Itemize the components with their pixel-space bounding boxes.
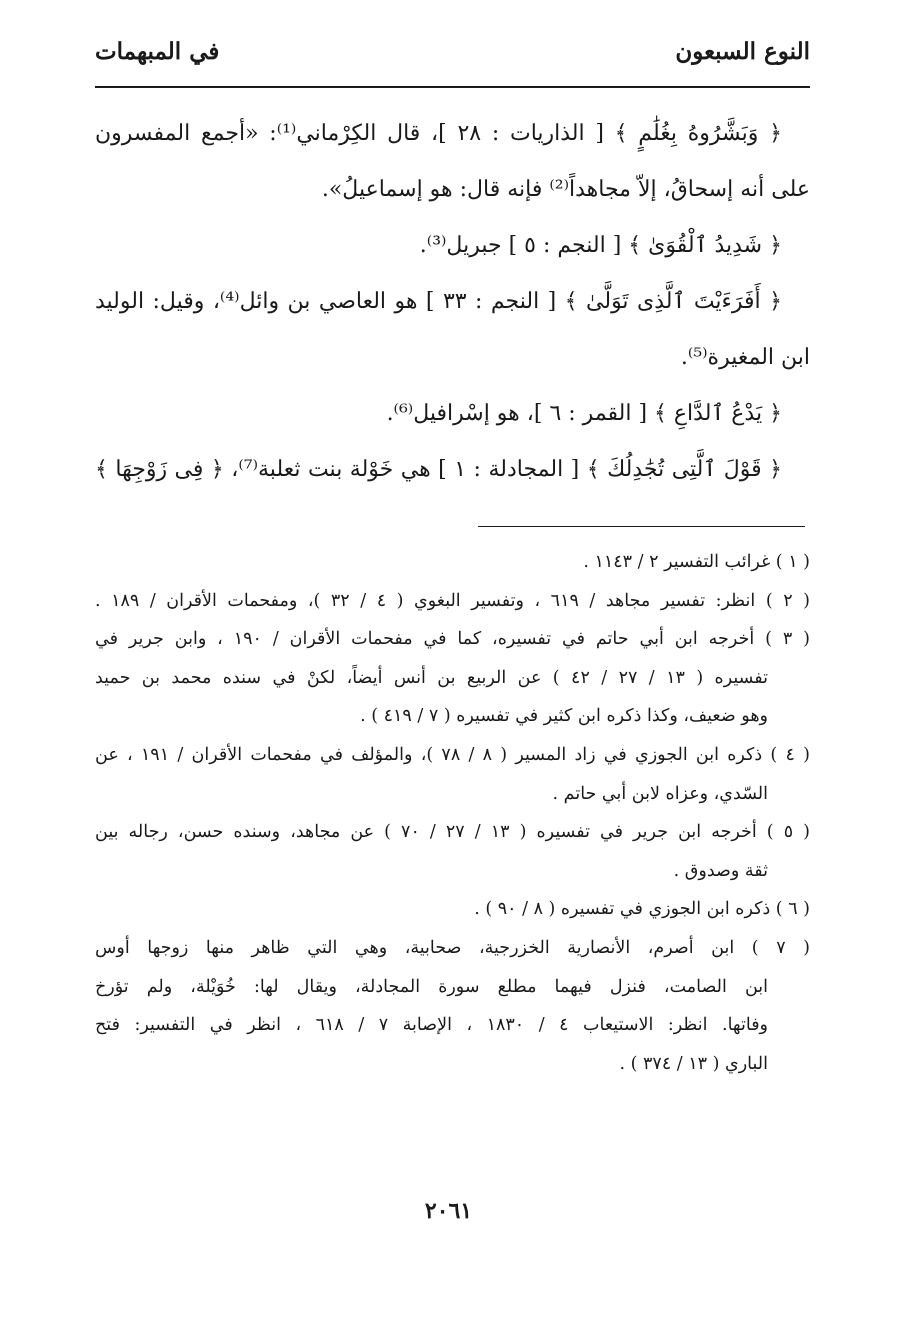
text-line: ﴿ شَدِيدُ ٱلْقُوَىٰ ﴾ [ النجم : ٥ ] جبريل⁽³⁾. xyxy=(419,233,782,258)
text-line: ﴿ أَفَرَءَيْتَ ٱلَّذِى تَوَلَّىٰ ﴾ [ النجم : ٣٣ ] هو العاصي بن وائل⁽⁴⁾، وقيل: الوليد xyxy=(95,289,782,314)
footnote-line: ( ٥ ) أخرجه ابن جرير في تفسيره ( ١٣ / ٢٧ / ٧٠ ) عن مجاهد، وسنده حسن، رجاله بين xyxy=(95,822,810,843)
text-line: ﴿ وَبَشَّرُوهُ بِغُلَٰمٍ ﴾ [ الذاريات : ٢٨ ]، قال الكِرْماني⁽¹⁾: «أجمع المفسرون xyxy=(95,121,782,146)
text-line: ﴿ قَوْلَ ٱلَّتِى تُجَٰدِلُكَ ﴾ [ المجادلة : ١ ] هي خَوْلة بنت ثعلبة⁽⁷⁾، ﴿ فِى زَوْجِهَا ﴾ xyxy=(95,457,782,482)
footnote-line: وهو ضعيف، وكذا ذكره ابن كثير في تفسيره ( ٧ / ٤١٩ ) . xyxy=(360,706,768,727)
footnote-line: ( ٢ ) انظر: تفسير مجاهد / ٦١٩ ، وتفسير البغوي ( ٤ / ٣٢ )، ومفحمات الأقران / ١٨٩ . xyxy=(95,590,810,611)
footnotes xyxy=(95,545,810,1085)
footnote-line: ( ٧ ) ابن أصرم، الأنصارية الخزرجية، صحابية، وهي التي ظاهر منها زوجها أوس xyxy=(95,937,810,958)
chapter-title: النوع السبعون xyxy=(675,38,810,65)
main-text xyxy=(95,112,810,504)
page-number: ٢٠٦١ xyxy=(424,1198,473,1224)
footnote-line: ابن الصامت، فنزل فيهما مطلع سورة المجادلة، ويقال لها: خُوَيْلة، ولم تؤرخ xyxy=(95,976,768,997)
footnote-separator xyxy=(478,526,805,527)
footnote-line: السّدي، وعزاه لابن أبي حاتم . xyxy=(552,783,768,804)
text-line: ابن المغيرة⁽⁵⁾. xyxy=(680,345,810,370)
footnote-line: وفاتها. انظر: الاستيعاب ٤ / ١٨٣٠ ، الإصابة ٧ / ٦١٨ ، انظر في التفسير: فتح xyxy=(95,1015,769,1036)
footnote-line: ( ٦ ) ذكره ابن الجوزي في تفسيره ( ٨ / ٩٠ ) . xyxy=(474,899,810,920)
section-title: في المبهمات xyxy=(95,38,220,65)
footnote-line: الباري ( ١٣ / ٣٧٤ ) . xyxy=(619,1053,768,1074)
text-line: ﴿ يَدْعُ ٱلدَّاعِ ﴾ [ القمر : ٦ ]، هو إسْرافيل⁽⁶⁾. xyxy=(386,401,782,426)
footnote-line: ثقة وصدوق . xyxy=(673,860,768,881)
footnote-line: ( ٤ ) ذكره ابن الجوزي في زاد المسير ( ٨ / ٧٨ )، والمؤلف في مفحمات الأقران / ١٩١ ، عن xyxy=(95,744,810,765)
footnote-line: تفسيره ( ١٣ / ٢٧ / ٤٢ ) عن الربيع بن أنس أيضاً، لكنْ في سنده محمد بن حميد xyxy=(95,667,769,688)
footnote-line: ( ١ ) غرائب التفسير ٢ / ١١٤٣ . xyxy=(583,552,810,572)
footnote-line: ( ٣ ) أخرجه ابن أبي حاتم في تفسيره، كما في مفحمات الأقران / ١٩٠ ، وابن جرير في xyxy=(95,629,810,650)
header-rule xyxy=(95,86,810,88)
running-header xyxy=(95,38,810,78)
text-line: على أنه إسحاقُ، إلاّ مجاهداً⁽²⁾ فإنه قال: هو إسماعيلُ». xyxy=(321,177,810,202)
